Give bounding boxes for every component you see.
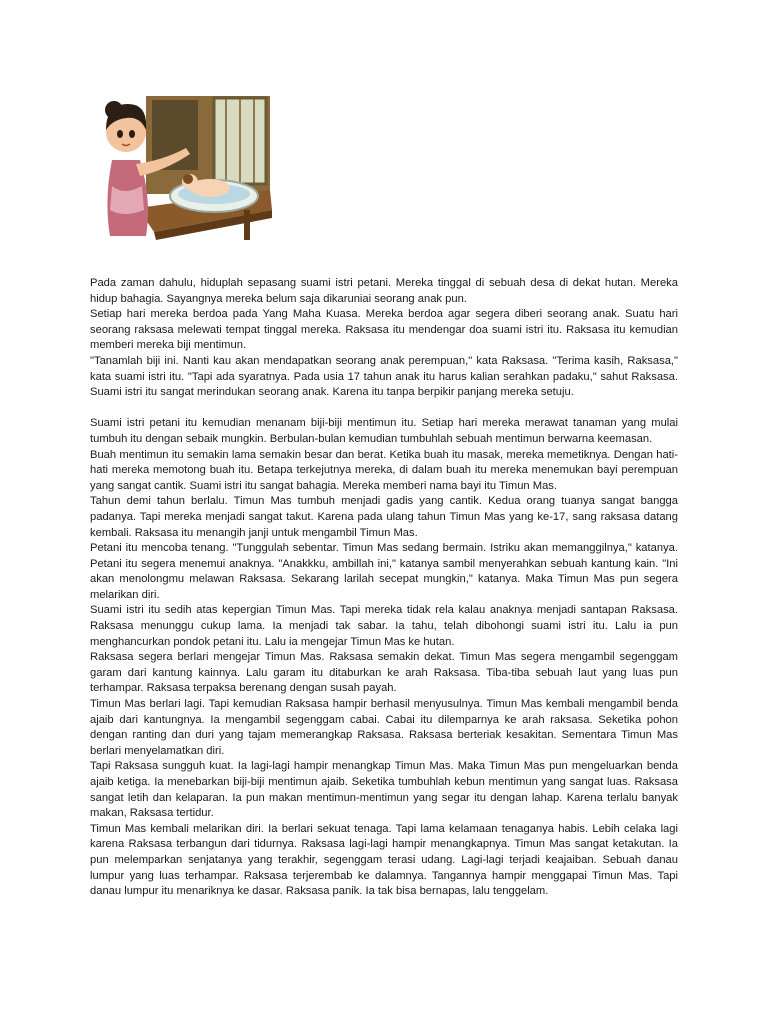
- story-paragraph: Petani itu mencoba tenang. "Tunggulah sebentar. Timun Mas sedang bermain. Istriku akan memanggilnya," katanya. Petani itu segera menemui anaknya. "Anakkku, ambillah ini," katanya sambil menyerahkan sebuah kantung kain. "Ini akan menolongmu melawan Raksasa. Sekarang larilah secepat mungkin," katanya. Maka Timun Mas pun segera melarikan diri.: [90, 542, 678, 601]
- story-text: [90, 276, 678, 900]
- story-paragraph: Timun Mas berlari lagi. Tapi kemudian Raksasa hampir berhasil menyusulnya. Timun Mas kembali mengambil benda ajaib dari kantungnya. Ia mengambil segenggam cabai. Cabai itu dilemparnya ke arah raksasa. Seketika pohon dengan ranting dan duri yang tajam memerangkap Raksasa. Raksasa berteriak kesakitan. Sementara Timun Mas berlari menyelamatkan diri.: [90, 698, 678, 757]
- story-paragraph: Timun Mas kembali melarikan diri. Ia berlari sekuat tenaga. Tapi lama kelamaan tenaganya habis. Lebih celaka lagi karena Raksasa terbangun dari tidurnya. Raksasa lagi-lagi hampir menangkapnya. Timun Mas sangat ketakutan. Ia pun melemparkan senjatanya yang terakhir, segenggam terasi udang. Lagi-lagi terjadi keajaiban. Sebuah danau lumpur yang luas terhampar. Raksasa terjerembab ke dalamnya. Tangannya hampir menggapai Timun Mas. Tapi danau lumpur itu menariknya ke dasar. Raksasa panik. Ia tak bisa bernapas, lalu tenggelam.: [90, 822, 678, 898]
- story-paragraph: Suami istri itu sedih atas kepergian Timun Mas. Tapi mereka tidak rela kalau anaknya menjadi santapan Raksasa. Raksasa menunggu cukup lama. Ia menjadi tak sabar. Ia tahu, telah dibohongi suami istri itu. Lalu ia pun menghancurkan pondok petani itu. Lalu ia mengejar Timun Mas ke hutan.: [90, 604, 678, 648]
- mother-bathing-baby-illustration: [94, 90, 274, 242]
- story-paragraph: Suami istri petani itu kemudian menanam biji-biji mentimun itu. Setiap hari mereka merawat tanaman yang mulai tumbuh itu dengan sebaik mungkin. Berbulan-bulan kemudian tumbuhlah sebuah mentimun berwarna keemasan.: [90, 417, 678, 445]
- story-paragraph: Tahun demi tahun berlalu. Timun Mas tumbuh menjadi gadis yang cantik. Kedua orang tuanya sangat bangga padanya. Tapi mereka menjadi sangat takut. Karena pada ulang tahun Timun Mas yang ke-17, sang raksasa datang kembali. Raksasa itu menangih janji untuk mengambil Timun Mas.: [90, 495, 678, 539]
- story-paragraph: Buah mentimun itu semakin lama semakin besar dan berat. Ketika buah itu masak, mereka memetiknya. Dengan hati-hati mereka memotong buah itu. Betapa terkejutnya mereka, di dalam buah itu mereka menemukan bayi perempuan yang sangat cantik. Suami istri itu sangat bahagia. Mereka memberi nama bayi itu Timun Mas.: [90, 448, 678, 492]
- story-paragraph: "Tanamlah biji ini. Nanti kau akan mendapatkan seorang anak perempuan," kata Raksasa. "Terima kasih, Raksasa," kata suami istri itu. "Tapi ada syaratnya. Pada usia 17 tahun anak itu harus kalian serahkan padaku," sahut Raksasa. Suami istri itu sangat merindukan seorang anak. Karena itu tanpa berpikir panjang mereka setuju.: [90, 354, 678, 399]
- story-paragraph: Tapi Raksasa sungguh kuat. Ia lagi-lagi hampir menangkap Timun Mas. Maka Timun Mas pun mengeluarkan benda ajaib ketiga. Ia menebarkan biji-biji mentimun ajaib. Seketika tumbuhlah kebun mentimun yang sangat luas. Raksasa sangat letih dan kelaparan. Ia pun makan mentimun-mentimun yang segar itu dengan lahap. Karena terlalu banyak makan, Raksasa tertidur.: [90, 760, 678, 820]
- story-paragraph: Raksasa segera berlari mengejar Timun Mas. Raksasa semakin dekat. Timun Mas segera mengambil segenggam garam dari kantung kainnya. Lalu garam itu ditaburkan ke arah Raksasa. Tiba-tiba sebuah laut yang luas pun terhampar. Raksasa terpaksa berenang dengan susah payah.: [90, 651, 678, 695]
- story-paragraph: Setiap hari mereka berdoa pada Yang Maha Kuasa. Mereka berdoa agar segera diberi seorang anak. Suatu hari seorang raksasa melewati tempat tinggal mereka. Raksasa itu mendengar doa suami istri itu. Raksasa itu kemudian memberi mereka biji mentimun.: [90, 308, 678, 352]
- story-paragraph: Pada zaman dahulu, hiduplah sepasang suami istri petani. Mereka tinggal di sebuah desa di dekat hutan. Mereka hidup bahagia. Sayangnya mereka belum saja dikaruniai seorang anak pun.: [90, 277, 678, 305]
